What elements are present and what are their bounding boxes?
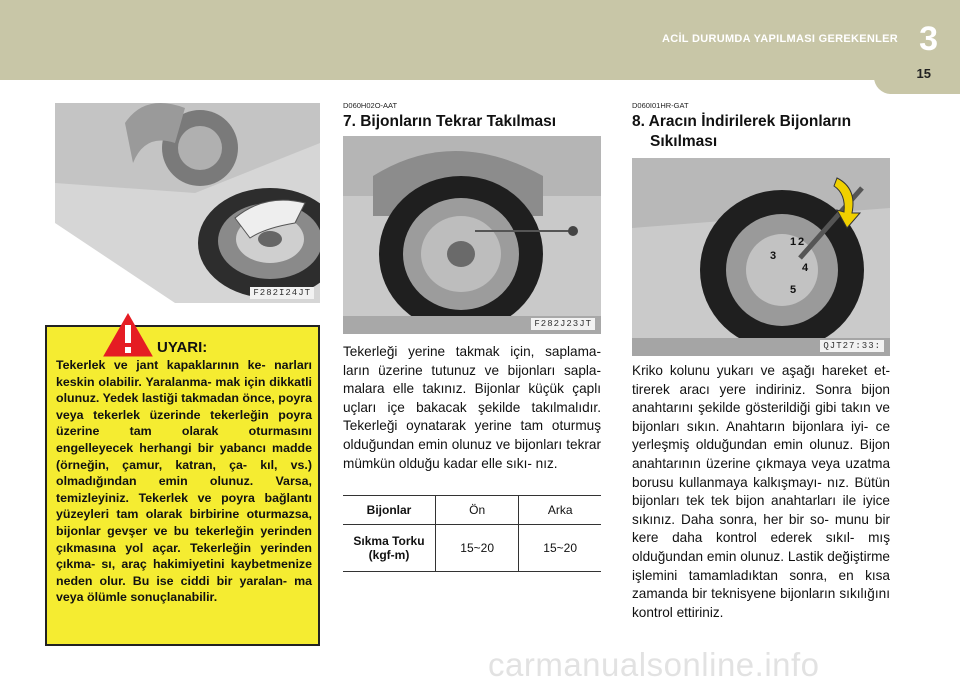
figure-code: F282I24JT: [250, 287, 314, 299]
section8-title-line2: Sıkılması: [650, 133, 718, 150]
watermark: carmanualsonline.info: [488, 646, 820, 683]
wheel-installation-illustration: [343, 136, 601, 334]
wheel-nut-tightening-photo: [632, 158, 890, 356]
chapter-number: 3: [919, 20, 938, 58]
nut-label: 3: [770, 250, 777, 262]
table-row: [343, 525, 601, 572]
table-cell: 15~20: [519, 525, 601, 572]
exclamation-icon: [103, 313, 153, 357]
figure-code: F282J23JT: [531, 318, 595, 330]
nut-label: 4: [802, 262, 809, 274]
nut-label: 1: [790, 236, 797, 248]
chapter-title: ACİL DURUMDA YAPILMASI GEREKENLER: [661, 33, 898, 45]
section8-title: [632, 112, 851, 152]
table-header: Bijonlar: [343, 496, 436, 525]
tire-and-hubcap-illustration: [55, 103, 320, 303]
section7-text: Tekerleği yerine takmak için, saplama- ların üzerine tutunuz ve bijonları sapla- malara elle takınız. Bijonlar küçük çaplı uçları içe bakacak şekilde takılmalıdır. Tekerleği oynatarak yerine tam oturmuş olduğundan emin olunuz ve bijonları tekrar mümkün olduğu kadar elle sıkı- nız.: [343, 344, 601, 471]
nut-label: 5: [790, 284, 797, 296]
section7-title: 7. Bijonların Tekrar Takılması: [343, 113, 557, 130]
table-row-label: Sıkma Torku (kgf-m): [353, 534, 425, 562]
figure-code: QJT27:33:: [820, 340, 884, 352]
table-header: Arka: [519, 496, 601, 525]
nut-label: 2: [798, 236, 805, 248]
section8-text: Kriko kolunu yukarı ve aşağı hareket et- tirerek aracı yere indiriniz. Sonra bijon anahtarını şekilde gösterildiği gibi takın ve bijonları sıkın. Anahtarın bijonlara iyi- ce yerleşmiş olduğundan emin olunuz. Bijon anahtarının üzerine çıkmaya veya uzatma borusu kullanmaya kalkışmayı- nız. Bütün bijonları tek tek bijon anahtarları ile iyice sıkınız. Daha sonra, her bir so- munu bir kere daha kontrol ederek sıkıl- mış olduğundan emin olunuz. Lastik değiştirme işlemini tamamladıktan sonra, en kısa zamanda bir teknisyene bijonların sıkılığını kontrol ettiriniz.: [632, 363, 890, 620]
table-header: Ön: [436, 496, 519, 525]
warning-box: [45, 325, 320, 646]
page-header: [0, 0, 960, 80]
page-number: 15: [916, 66, 931, 81]
tire-and-hubcap-photo: [55, 103, 320, 303]
section7-code: D060H02O-AAT: [343, 101, 398, 110]
table-header-row: [343, 496, 601, 525]
wheel-nut-tightening-illustration: [632, 158, 890, 356]
torque-table: [343, 495, 601, 572]
warning-text: Tekerlek ve jant kapaklarının ke- narları keskin olabilir. Yaralanma- mak için dikkatli olunuz. Yedek lastiği takmadan önce, poyra veya tekerlek üzerinde tekerleğin poyra üzerine tam olarak oturmasını engelleyecek herhangi bir yabancı madde (örneğin, çamur, katran, ça- kıl, vs.) olmadığından emin olunuz. Varsa, temizleyiniz. Tekerlek ve poyra bağlantı yüzeyleri tam olarak birbirine oturmazsa, bijonlar gevşer ve bu tekerleğin yerinden çıkmasına yol açar. Tekerleğin yerinden çıkma- sı, araç hakimiyetini kaybetmenize neden olur. Bu ise ciddi bir yaralan- ma veya ölümle sonuçlanabilir.: [56, 358, 312, 605]
section8-code: D060I01HR-GAT: [632, 101, 689, 110]
wheel-installation-photo: [343, 136, 601, 334]
warning-title: UYARI:: [157, 339, 208, 356]
table-cell: 15~20: [436, 525, 519, 572]
section8-title-line1: 8. Aracın İndirilerek Bijonların: [632, 113, 852, 130]
